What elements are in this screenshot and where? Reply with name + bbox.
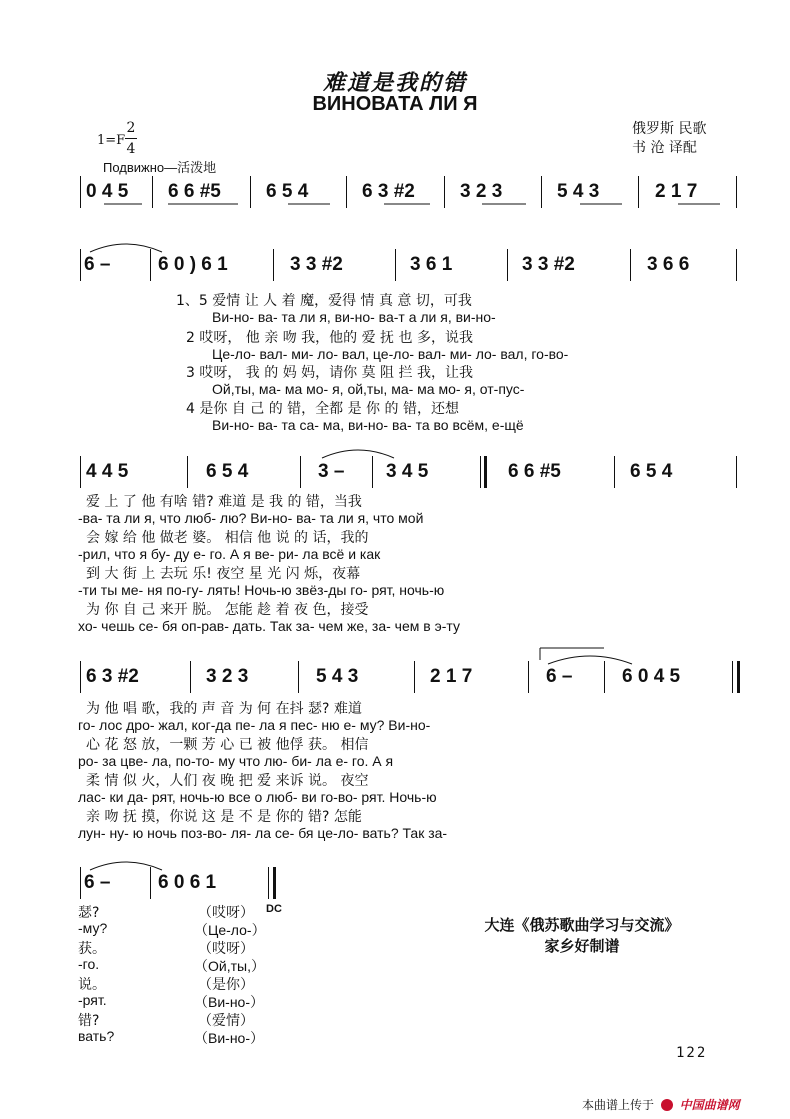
lyric-line: Ой,ты, ма- ма мо- я, ой,ты, ма- ма мо- я, от-пус- <box>212 381 525 397</box>
lyric-line: 柔 情 似 火，人们 夜 晚 把 爱 来诉 说。 夜空 <box>86 773 369 789</box>
tempo-marking: Подвижно—活泼地 <box>103 160 217 175</box>
measure: 3 6 1 <box>410 254 453 275</box>
lyric-line: лун- ну- ю ночь поз-во- ля- ла се- бя це-ло- вать? Так за- <box>78 825 448 841</box>
measure: 6 5 4 <box>630 461 673 482</box>
measure: 6 0 ) 6 1 <box>158 254 228 275</box>
lyric-line: 1、5 爱情 让 人 着 魔，爱得 情 真 意 切，可我 <box>176 293 472 309</box>
site-footer[interactable] <box>582 1096 740 1113</box>
lyric-paren: （哎呀） <box>198 941 254 957</box>
lyric-line: Ви-но- ва- та ли я, ви-но- ва-т а ли я, ви-но- <box>212 309 496 325</box>
measure: 5 4 3 <box>557 181 600 202</box>
credit-line: 大连《俄苏歌曲学习与交流》 <box>484 916 680 934</box>
measure: 6 5 4 <box>266 181 309 202</box>
lyric-line: -ти ты ме- ня по-гу- лять! Ночь-ю звёз-ды го- рят, ночь-ю <box>78 582 445 598</box>
lyric-line: 亲 吻 抚 摸，你说 这 是 不 是 你的 错? 怎能 <box>86 809 362 825</box>
lyric-line: ро- за цве- ла, по-то- му что лю- би- ла е- го. А я <box>78 753 394 769</box>
measure: 2 1 7 <box>655 181 698 202</box>
dc-marking: DC <box>266 903 282 915</box>
lyric-line: 3 哎呀， 我 的 妈 妈，请你 莫 阻 拦 我，让我 <box>186 365 473 381</box>
credit-line: 家乡好制谱 <box>544 937 620 955</box>
measure: 6 3 #2 <box>362 181 415 202</box>
site-logo-icon <box>661 1099 673 1111</box>
lyric-end: 获。 <box>78 941 106 957</box>
lyric-line: 为 你 自 己 来开 脱。 怎能 趁 着 夜 色，接受 <box>86 602 369 618</box>
lyric-paren: （Ви-но-） <box>194 1030 264 1046</box>
lyric-end: 瑟? <box>78 905 100 921</box>
slur-mark <box>548 656 632 664</box>
lyric-line: Це-ло- вал- ми- ло- вал, це-ло- вал- ми- ло- вал, го-во- <box>212 346 569 362</box>
lyric-line: 2 哎呀， 他 亲 吻 我，他的 爱 抚 也 多，说我 <box>186 330 473 346</box>
measure: 3 3 #2 <box>290 254 343 275</box>
measure: 6 0 4 5 <box>622 666 681 687</box>
page-number: 122 <box>676 1045 708 1061</box>
lyric-line: го- лос дро- жал, ког-да пе- ла я пес- ню е- му? Ви-но- <box>78 717 431 733</box>
footer-brand[interactable]: 中国曲谱网 <box>679 1098 740 1112</box>
measure: 6 3 #2 <box>86 666 139 687</box>
measure: 3 2 3 <box>460 181 503 202</box>
lyric-end: 错? <box>78 1013 100 1029</box>
lyric-paren: （爱情） <box>198 1013 254 1029</box>
measure: 6 6 #5 <box>508 461 561 482</box>
lyric-paren: （Ви-но-） <box>194 994 264 1010</box>
key-signature: 1=F <box>97 133 126 148</box>
song-origin: 俄罗斯 民歌 <box>632 121 707 137</box>
tie-mark <box>322 450 394 458</box>
lyric-end: -го. <box>78 956 100 972</box>
measure: 3 4 5 <box>386 461 429 482</box>
transcriber-credit <box>432 915 732 957</box>
measure: 6 – <box>84 254 111 275</box>
measure: 6 – <box>84 872 111 893</box>
measure: 0 4 5 <box>86 181 129 202</box>
lyric-line: 到 大 街 上 去玩 乐! 夜空 星 光 闪 烁，夜幕 <box>86 566 361 582</box>
lyric-line: 爱 上 了 他 有啥 错? 难道 是 我 的 错，当我 <box>86 494 362 510</box>
measure: 2 1 7 <box>430 666 473 687</box>
lyric-paren: （Це-ло-） <box>194 922 266 938</box>
lyric-line: 会 嫁 给 他 做老 婆。 相信 他 说 的 话，我的 <box>86 530 369 546</box>
footer-text: 本曲谱上传于 <box>582 1098 655 1112</box>
measure: 6 5 4 <box>206 461 249 482</box>
measure: 4 4 5 <box>86 461 129 482</box>
song-title-chinese: 难道是我的错 <box>322 70 467 96</box>
lyric-end: -рят. <box>78 992 107 1008</box>
measure: 3 – <box>318 461 345 482</box>
lyric-line: 4 是你 自 己 的 错，全都 是 你 的 错，还想 <box>186 401 459 417</box>
measure: 3 3 #2 <box>522 254 575 275</box>
meter-bottom: 4 <box>126 141 136 157</box>
measure: 6 – <box>546 666 573 687</box>
lyric-line: лас- ки да- рят, ночь-ю все о люб- ви го-во- рят. Ночь-ю <box>78 789 437 805</box>
lyric-paren: （是你） <box>198 977 254 993</box>
lyric-line: хо- чешь се- бя оп-рав- дать. Так за- чем же, за- чем в э-ту <box>78 618 460 634</box>
lyric-line: 为 他 唱 歌，我的 声 音 为 何 在抖 瑟? 难道 <box>86 701 362 717</box>
song-arranger: 书 沧 译配 <box>632 140 697 156</box>
lyric-end: вать? <box>78 1028 115 1044</box>
measure: 6 6 #5 <box>168 181 221 202</box>
measure: 3 6 6 <box>647 254 690 275</box>
measure: 5 4 3 <box>316 666 359 687</box>
measure: 3 2 3 <box>206 666 249 687</box>
meter-top: 2 <box>126 120 136 136</box>
lyric-end: -му? <box>78 920 108 936</box>
lyric-line: 心 花 怒 放，一颗 芳 心 已 被 他俘 获。 相信 <box>86 737 369 753</box>
lyric-paren: （Ой,ты,） <box>194 958 265 974</box>
lyric-line: -ва- та ли я, что люб- лю? Ви-но- ва- та ли я, что мой <box>78 510 424 526</box>
measure: 6 0 6 1 <box>158 872 217 893</box>
song-title-russian: ВИНОВАТА ЛИ Я <box>312 93 478 115</box>
lyric-end: 说。 <box>78 977 106 993</box>
lyric-line: Ви-но- ва- та са- ма, ви-но- ва- та во всём, е-щё <box>212 417 524 433</box>
slur-mark <box>90 244 162 252</box>
slur-mark <box>90 862 162 870</box>
lyric-paren: （哎呀） <box>198 905 254 921</box>
lyric-line: -рил, что я бу- ду е- го. А я ве- ри- ла всё и как <box>78 546 381 562</box>
